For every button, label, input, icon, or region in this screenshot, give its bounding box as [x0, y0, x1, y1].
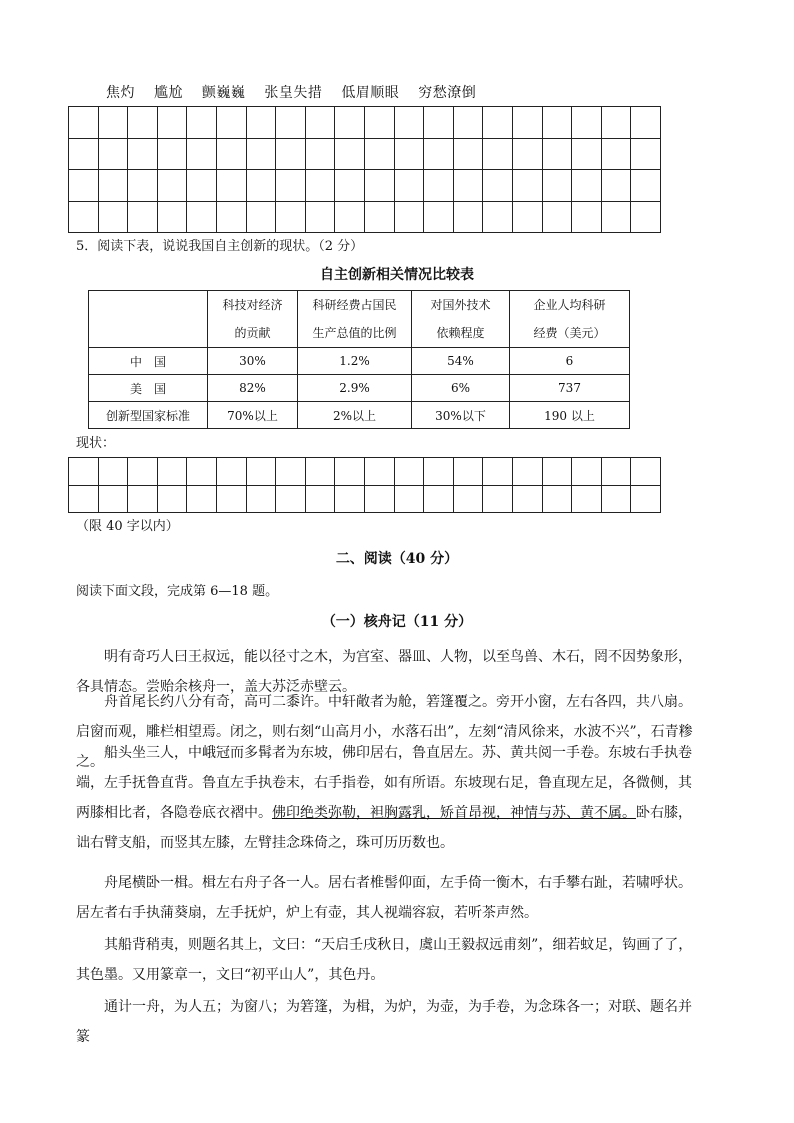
grid-cell[interactable] — [246, 485, 276, 513]
grid-cell[interactable] — [453, 138, 483, 170]
grid-cell[interactable] — [98, 170, 128, 202]
grid-cell[interactable] — [512, 138, 542, 170]
grid-cell[interactable] — [364, 170, 394, 202]
word-item: 尴尬 — [153, 85, 183, 101]
table-cell: 737 — [510, 375, 630, 402]
word-list — [106, 82, 490, 102]
grid-cell[interactable] — [187, 107, 217, 139]
table-cell: 2.9% — [298, 375, 412, 402]
status-label: 现状： — [76, 436, 116, 451]
paragraph: 明有奇巧人曰王叔远，能以径寸之木，为宫室、器皿、人物，以至鸟兽、木石，罔不因势象形，各具情态。尝贻余核舟一，盖大苏泛赤壁云。 — [76, 649, 692, 695]
grid-cell[interactable] — [157, 107, 187, 139]
grid-cell[interactable] — [601, 458, 631, 486]
table-header-cell: 企业人均科研 经费（美元） — [510, 291, 630, 348]
grid-cell[interactable] — [542, 485, 572, 513]
paragraph: 其船背稍夷，则题名其上，文曰：“天启壬戌秋日，虞山王毅叔远甫刻”，细若蚊足，钩画了了，其色墨。又用篆章一，文曰“初平山人”，其色丹。 — [76, 937, 693, 983]
grid-cell[interactable] — [216, 458, 246, 486]
paragraph: 船头坐三人，中峨冠而多髯者为东坡，佛印居右，鲁直居左。苏、黄共阅一手卷。东坡右手执卷端，左手抚鲁直背。鲁直左手执卷末，右手指卷，如有所语。东坡现右足，鲁直现左足，各微侧，其两膝相比者，各隐卷底衣褶中。佛印绝类弥勒，袒胸露乳，矫首昂视，神情与苏、黄不属。卧右膝，诎右臂支船，而竖其左膝，左臂挂念珠倚之，珠可历历数也。 — [76, 745, 692, 851]
grid-cell[interactable] — [631, 485, 661, 513]
grid-cell[interactable] — [128, 138, 158, 170]
grid-cell[interactable] — [157, 458, 187, 486]
grid-cell[interactable] — [276, 458, 306, 486]
row-label: 创新型国家标准 — [89, 402, 208, 429]
table-cell: 6% — [412, 375, 510, 402]
grid-cell[interactable] — [453, 201, 483, 233]
grid-cell[interactable] — [453, 170, 483, 202]
grid-cell[interactable] — [424, 107, 454, 139]
grid-cell[interactable] — [453, 458, 483, 486]
grid-cell[interactable] — [305, 485, 335, 513]
grid-cell[interactable] — [542, 458, 572, 486]
grid-cell[interactable] — [364, 107, 394, 139]
grid-cell[interactable] — [187, 170, 217, 202]
grid-row — [69, 107, 661, 139]
grid-cell[interactable] — [69, 107, 99, 139]
table-row — [89, 348, 630, 375]
grid-row — [69, 458, 661, 486]
grid-cell[interactable] — [276, 201, 306, 233]
grid-cell[interactable] — [572, 458, 602, 486]
grid-row — [69, 138, 661, 170]
paragraph: 舟首尾长约八分有奇，高可二黍许。中轩敞者为舱，箬篷覆之。旁开小窗，左右各四，共八扇。启窗而观，雕栏相望焉。闭之，则右刻“山高月小，水落石出”，左刻“清风徐来，水波不兴”，石青糁之。 — [76, 694, 693, 770]
grid-cell[interactable] — [483, 138, 513, 170]
grid-cell[interactable] — [453, 107, 483, 139]
grid-cell[interactable] — [305, 170, 335, 202]
grid-cell[interactable] — [601, 138, 631, 170]
grid-cell[interactable] — [216, 138, 246, 170]
grid-cell[interactable] — [128, 170, 158, 202]
grid-cell[interactable] — [483, 170, 513, 202]
question-5: 5．阅读下表，说说我国自主创新的现状。（2 分） — [76, 239, 364, 254]
grid-cell[interactable] — [246, 201, 276, 233]
grid-cell[interactable] — [128, 485, 158, 513]
grid-cell[interactable] — [512, 485, 542, 513]
instruction: 阅读下面文段，完成第 6—18 题。 — [76, 584, 279, 599]
writing-grid-1[interactable] — [68, 106, 661, 233]
grid-cell[interactable] — [216, 201, 246, 233]
grid-cell[interactable] — [335, 201, 365, 233]
grid-cell[interactable] — [335, 485, 365, 513]
grid-cell[interactable] — [69, 458, 99, 486]
grid-cell[interactable] — [542, 107, 572, 139]
grid-cell[interactable] — [128, 107, 158, 139]
grid-cell[interactable] — [601, 170, 631, 202]
grid-cell[interactable] — [69, 201, 99, 233]
underlined-sentence: 佛印绝类弥勒，袒胸露乳，矫首昂视，神情与苏、黄不属。 — [272, 805, 636, 821]
grid-cell[interactable] — [453, 485, 483, 513]
grid-cell[interactable] — [512, 458, 542, 486]
table-title: 自主创新相关情况比较表 — [320, 267, 474, 283]
grid-cell[interactable] — [246, 107, 276, 139]
grid-cell[interactable] — [483, 107, 513, 139]
section-title: 二、阅读（40 分） — [335, 551, 459, 567]
grid-cell[interactable] — [157, 485, 187, 513]
grid-cell[interactable] — [276, 485, 306, 513]
table-corner-cell — [89, 291, 208, 348]
grid-cell[interactable] — [542, 170, 572, 202]
grid-cell[interactable] — [69, 138, 99, 170]
grid-cell[interactable] — [394, 458, 424, 486]
grid-cell[interactable] — [394, 201, 424, 233]
grid-cell[interactable] — [364, 201, 394, 233]
grid-cell[interactable] — [394, 138, 424, 170]
grid-cell[interactable] — [483, 485, 513, 513]
grid-row — [69, 170, 661, 202]
grid-cell[interactable] — [542, 138, 572, 170]
grid-cell[interactable] — [98, 201, 128, 233]
grid-cell[interactable] — [631, 201, 661, 233]
table-row — [89, 402, 630, 429]
grid-cell[interactable] — [631, 458, 661, 486]
grid-cell[interactable] — [276, 107, 306, 139]
table-header-row — [89, 291, 630, 348]
grid-cell[interactable] — [335, 138, 365, 170]
table-cell: 70%以上 — [208, 402, 298, 429]
grid-cell[interactable] — [335, 170, 365, 202]
grid-row — [69, 201, 661, 233]
grid-cell[interactable] — [216, 485, 246, 513]
grid-cell[interactable] — [187, 201, 217, 233]
table-cell: 190 以上 — [510, 402, 630, 429]
grid-cell[interactable] — [601, 485, 631, 513]
grid-cell[interactable] — [424, 138, 454, 170]
row-label: 美 国 — [89, 375, 208, 402]
grid-cell[interactable] — [364, 138, 394, 170]
grid-cell[interactable] — [305, 138, 335, 170]
paragraph: 通计一舟，为人五；为窗八；为箬篷，为楫，为炉，为壶，为手卷，为念珠各一；对联、题名并篆 — [76, 999, 692, 1045]
grid-cell[interactable] — [216, 107, 246, 139]
grid-cell[interactable] — [187, 138, 217, 170]
comparison-table — [88, 290, 630, 429]
grid-cell[interactable] — [542, 201, 572, 233]
grid-cell[interactable] — [394, 107, 424, 139]
grid-cell[interactable] — [69, 485, 99, 513]
grid-cell[interactable] — [424, 201, 454, 233]
grid-cell[interactable] — [335, 458, 365, 486]
grid-cell[interactable] — [276, 138, 306, 170]
grid-cell[interactable] — [335, 107, 365, 139]
grid-cell[interactable] — [128, 458, 158, 486]
grid-cell[interactable] — [572, 485, 602, 513]
grid-cell[interactable] — [305, 107, 335, 139]
grid-cell[interactable] — [364, 485, 394, 513]
table-cell: 30% — [208, 348, 298, 375]
grid-cell[interactable] — [512, 107, 542, 139]
table-header-cell: 科技对经济 的贡献 — [208, 291, 298, 348]
table-header-cell: 对国外技术 依赖程度 — [412, 291, 510, 348]
grid-cell[interactable] — [128, 201, 158, 233]
grid-cell[interactable] — [216, 170, 246, 202]
grid-cell[interactable] — [483, 458, 513, 486]
grid-cell[interactable] — [572, 107, 602, 139]
grid-cell[interactable] — [631, 107, 661, 139]
grid-cell[interactable] — [305, 458, 335, 486]
grid-cell[interactable] — [157, 201, 187, 233]
word-item: 颤巍巍 — [201, 85, 246, 101]
grid-cell[interactable] — [187, 485, 217, 513]
grid-cell[interactable] — [394, 485, 424, 513]
grid-cell[interactable] — [512, 201, 542, 233]
grid-cell[interactable] — [276, 170, 306, 202]
grid-cell[interactable] — [394, 170, 424, 202]
grid-cell[interactable] — [364, 458, 394, 486]
grid-cell[interactable] — [512, 170, 542, 202]
grid-cell[interactable] — [601, 107, 631, 139]
grid-cell[interactable] — [98, 458, 128, 486]
grid-cell[interactable] — [157, 138, 187, 170]
table-cell: 54% — [412, 348, 510, 375]
grid-cell[interactable] — [246, 170, 276, 202]
word-item: 焦灼 — [106, 85, 135, 101]
passage-title: （一）核舟记（11 分） — [321, 614, 473, 630]
grid-cell[interactable] — [157, 170, 187, 202]
grid-cell[interactable] — [187, 458, 217, 486]
word-item: 低眉顺眼 — [341, 85, 400, 101]
table-cell: 6 — [510, 348, 630, 375]
grid-cell[interactable] — [305, 201, 335, 233]
word-item: 张皇失措 — [264, 85, 323, 101]
table-header-cell: 科研经费占国民 生产总值的比例 — [298, 291, 412, 348]
grid-cell[interactable] — [424, 170, 454, 202]
grid-cell[interactable] — [572, 138, 602, 170]
grid-cell[interactable] — [69, 170, 99, 202]
grid-cell[interactable] — [572, 201, 602, 233]
paragraph: 舟尾横卧一楫。楫左右舟子各一人。居右者椎髻仰面，左手倚一衡木，右手攀右趾，若啸呼状。居左者右手执蒲葵扇，左手抚炉，炉上有壶，其人视端容寂，若听茶声然。 — [76, 875, 692, 921]
grid-cell[interactable] — [98, 107, 128, 139]
grid-cell[interactable] — [631, 138, 661, 170]
grid-cell[interactable] — [601, 201, 631, 233]
table-cell: 30%以下 — [412, 402, 510, 429]
grid-cell[interactable] — [424, 458, 454, 486]
table-row — [89, 375, 630, 402]
word-item: 穷愁潦倒 — [418, 85, 477, 101]
grid-row — [69, 485, 661, 513]
table-cell: 2%以上 — [298, 402, 412, 429]
grid-cell[interactable] — [631, 170, 661, 202]
grid-cell[interactable] — [483, 201, 513, 233]
grid-cell[interactable] — [246, 458, 276, 486]
writing-grid-2[interactable] — [68, 457, 661, 513]
grid-cell[interactable] — [98, 138, 128, 170]
table-cell: 82% — [208, 375, 298, 402]
grid-cell[interactable] — [98, 485, 128, 513]
grid-cell[interactable] — [246, 138, 276, 170]
grid-cell[interactable] — [572, 170, 602, 202]
table-cell: 1.2% — [298, 348, 412, 375]
row-label: 中 国 — [89, 348, 208, 375]
grid-cell[interactable] — [424, 485, 454, 513]
word-limit-note: （限 40 字以内） — [76, 519, 179, 534]
